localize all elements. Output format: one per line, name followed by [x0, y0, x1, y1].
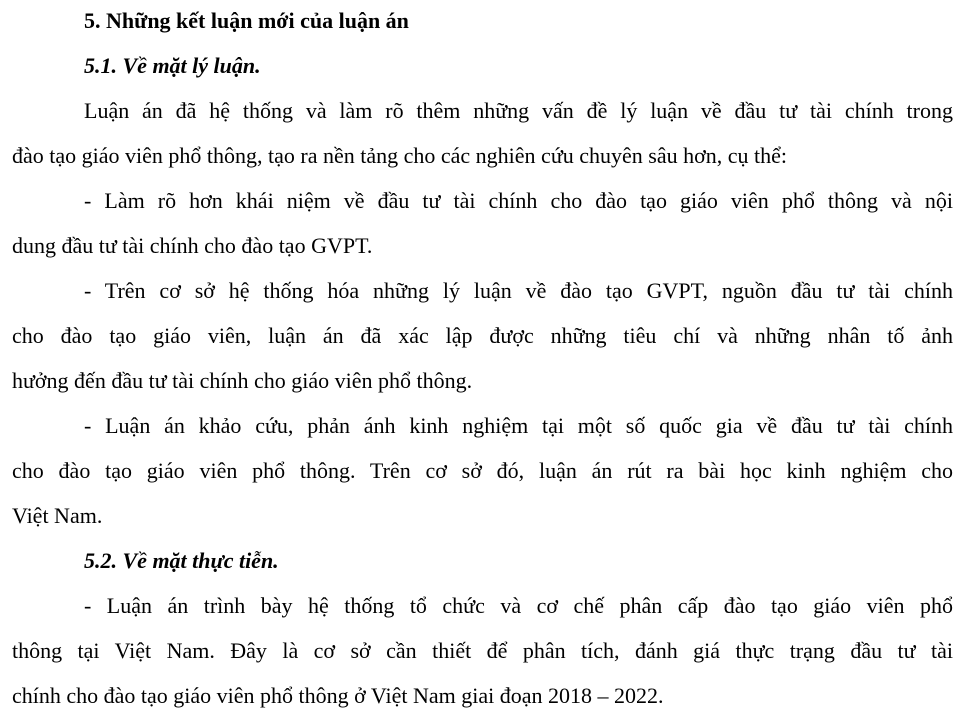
document-page [12, 0, 953, 718]
paragraph-line: - Luận án trình bày hệ thống tổ chức và cơ chế phân cấp đào tạo giáo viên phổ [84, 593, 953, 618]
subsection-heading-practice: 5.2. Về mặt thực tiễn. [84, 548, 279, 573]
subsection-heading-theory: 5.1. Về mặt lý luận. [84, 53, 261, 78]
paragraph-line: hưởng đến đầu tư tài chính cho giáo viên phổ thông. [12, 368, 473, 393]
section-heading: 5. Những kết luận mới của luận án [84, 8, 409, 33]
paragraph-line: thông tại Việt Nam. Đây là cơ sở cần thiết để phân tích, đánh giá thực trạng đầu tư tài [12, 638, 953, 663]
paragraph-line: - Trên cơ sở hệ thống hóa những lý luận về đào tạo GVPT, nguồn đầu tư tài chính [84, 278, 953, 303]
paragraph-line: đào tạo giáo viên phổ thông, tạo ra nền tảng cho các nghiên cứu chuyên sâu hơn, cụ thể: [12, 143, 787, 168]
paragraph-line: - Làm rõ hơn khái niệm về đầu tư tài chính cho đào tạo giáo viên phổ thông và nội [84, 188, 953, 213]
paragraph-line: dung đầu tư tài chính cho đào tạo GVPT. [12, 233, 373, 258]
paragraph-line: Luận án đã hệ thống và làm rõ thêm những vấn đề lý luận về đầu tư tài chính trong [84, 98, 953, 123]
paragraph-line: - Luận án khảo cứu, phản ánh kinh nghiệm tại một số quốc gia về đầu tư tài chính [84, 413, 953, 438]
paragraph-line: chính cho đào tạo giáo viên phổ thông ở Việt Nam giai đoạn 2018 – 2022. [12, 683, 664, 708]
paragraph-line: cho đào tạo giáo viên, luận án đã xác lập được những tiêu chí và những nhân tố ảnh [12, 323, 953, 348]
paragraph-line: cho đào tạo giáo viên phổ thông. Trên cơ sở đó, luận án rút ra bài học kinh nghiệm cho [12, 458, 953, 483]
paragraph-line: Việt Nam. [12, 503, 103, 528]
